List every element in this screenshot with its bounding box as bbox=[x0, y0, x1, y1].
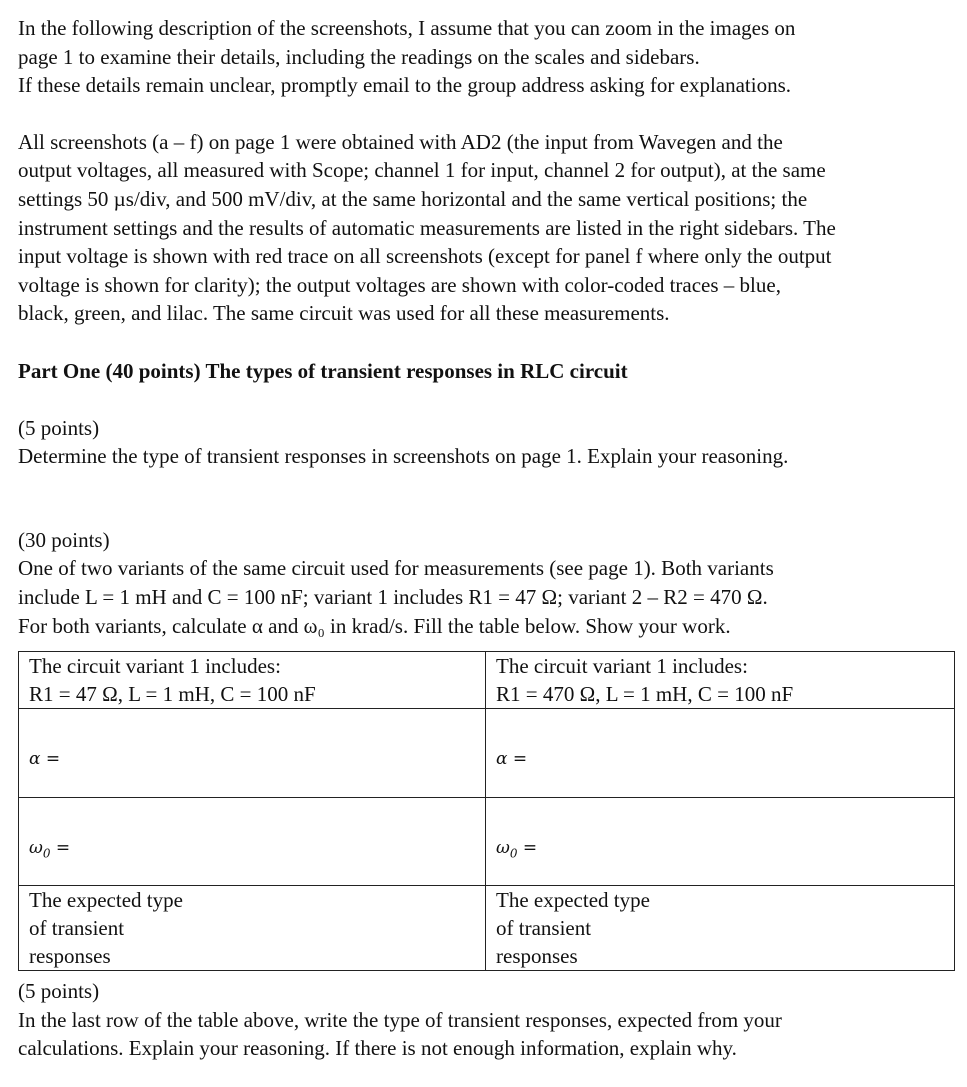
variant-1-type-cell[interactable] bbox=[19, 886, 486, 971]
intro-paragraph bbox=[18, 14, 958, 100]
omega-subscript: 0 bbox=[42, 846, 51, 861]
question-3-line: calculations. Explain your reasoning. If there is not enough information, explain why. bbox=[18, 1036, 737, 1061]
question-1 bbox=[18, 414, 958, 471]
omega-equals: = bbox=[50, 838, 71, 859]
type-label-line: of transient bbox=[29, 916, 125, 941]
omega-equals: = bbox=[517, 838, 538, 859]
part-one-heading: Part One (40 points) The types of transient responses in RLC circuit bbox=[18, 358, 628, 383]
variant-1-omega-cell[interactable] bbox=[19, 798, 486, 886]
type-label-line: of transient bbox=[496, 916, 592, 941]
omega-label bbox=[496, 834, 537, 867]
question-2-points: (30 points) bbox=[18, 527, 110, 552]
question-2-line: One of two variants of the same circuit used for measurements (see page 1). Both variants bbox=[18, 556, 774, 581]
intro-line: page 1 to examine their details, including the readings on the scales and sidebars. bbox=[18, 44, 700, 69]
type-label-line: responses bbox=[29, 944, 111, 969]
variant-2-alpha-cell[interactable] bbox=[486, 709, 955, 798]
setup-line: voltage is shown for clarity); the output voltages are shown with color-coded traces – blue, bbox=[18, 272, 781, 297]
question-2-line: include L = 1 mH and C = 100 nF; variant 1 includes R1 = 47 Ω; variant 2 – R2 = 470 Ω. bbox=[18, 584, 768, 609]
type-label-line: The expected type bbox=[496, 888, 650, 913]
omega-symbol: ω bbox=[496, 838, 510, 859]
table-row-header bbox=[19, 652, 955, 709]
alpha-label: α = bbox=[496, 749, 528, 770]
setup-line: instrument settings and the results of automatic measurements are listed in the right sidebars. The bbox=[18, 215, 836, 240]
setup-line: input voltage is shown with red trace on all screenshots (except for panel f where only the output bbox=[18, 244, 832, 269]
variant-1-header-values: R1 = 47 Ω, L = 1 mH, C = 100 nF bbox=[29, 682, 316, 707]
table-row-alpha bbox=[19, 709, 955, 798]
omega-label bbox=[29, 834, 70, 867]
setup-line: settings 50 µs/div, and 500 mV/div, at the same horizontal and the same vertical positions; the bbox=[18, 186, 808, 211]
alpha-label: α = bbox=[29, 749, 61, 770]
type-label-line: The expected type bbox=[29, 888, 183, 913]
question-3-points: (5 points) bbox=[18, 979, 100, 1004]
document-page bbox=[18, 14, 958, 1063]
setup-paragraph bbox=[18, 128, 958, 328]
question-2-line: For both variants, calculate α and ω₀ in krad/s. Fill the table below. Show your work. bbox=[18, 613, 731, 638]
table-row-omega bbox=[19, 798, 955, 886]
variant-1-header-cell bbox=[19, 652, 486, 709]
table-row-type bbox=[19, 886, 955, 971]
omega-subscript: 0 bbox=[509, 846, 518, 861]
setup-line: output voltages, all measured with Scope; channel 1 for input, channel 2 for output), at the same bbox=[18, 158, 826, 183]
type-label-line: responses bbox=[496, 944, 578, 969]
variant-2-header-values: R1 = 470 Ω, L = 1 mH, C = 100 nF bbox=[496, 682, 794, 707]
question-3 bbox=[18, 977, 958, 1063]
intro-line: If these details remain unclear, promptly email to the group address asking for explanations. bbox=[18, 73, 792, 98]
question-3-line: In the last row of the table above, write the type of transient responses, expected from your bbox=[18, 1007, 782, 1032]
variant-1-header-title: The circuit variant 1 includes: bbox=[29, 654, 281, 679]
omega-symbol: ω bbox=[29, 838, 43, 859]
variant-2-type-cell[interactable] bbox=[486, 886, 955, 971]
intro-line: In the following description of the screenshots, I assume that you can zoom in the images on bbox=[18, 16, 796, 40]
answer-table bbox=[18, 651, 955, 971]
setup-line: All screenshots (a – f) on page 1 were obtained with AD2 (the input from Wavegen and the bbox=[18, 129, 783, 154]
question-2 bbox=[18, 526, 958, 640]
question-1-points: (5 points) bbox=[18, 415, 100, 440]
setup-line: black, green, and lilac. The same circuit was used for all these measurements. bbox=[18, 301, 670, 326]
variant-2-header-title: The circuit variant 1 includes: bbox=[496, 654, 748, 679]
variant-2-header-cell bbox=[486, 652, 955, 709]
variant-1-alpha-cell[interactable] bbox=[19, 709, 486, 798]
question-1-text: Determine the type of transient responses in screenshots on page 1. Explain your reasoning. bbox=[18, 444, 789, 469]
variant-2-omega-cell[interactable] bbox=[486, 798, 955, 886]
